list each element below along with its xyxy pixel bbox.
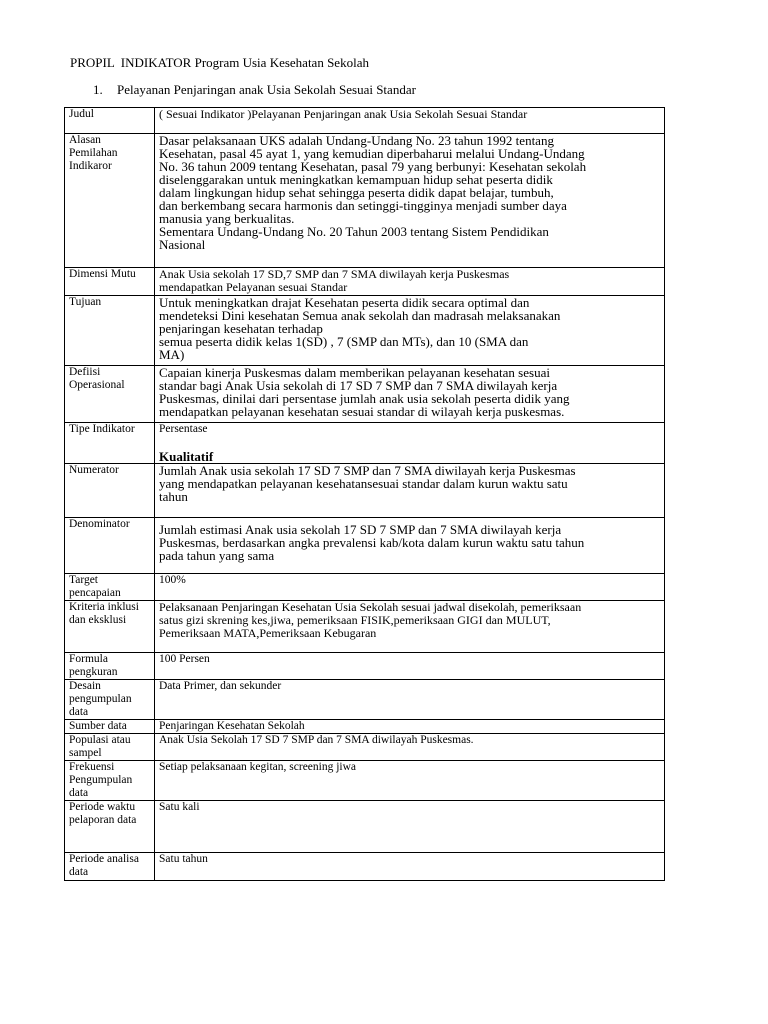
- value-periode-waktu: Satu kali: [155, 801, 665, 853]
- indicator-table: [64, 107, 665, 881]
- value-target: 100%: [155, 574, 665, 601]
- value-tujuan: [155, 296, 665, 366]
- row-kriteria: [65, 601, 665, 653]
- label-judul: Judul: [65, 108, 155, 134]
- label-desain: Desain pengumpulan data: [65, 680, 155, 720]
- tujuan-line: penjaringan kesehatan terhadap: [159, 321, 323, 336]
- row-target: [65, 574, 665, 601]
- label-definisi: Defiisi Operasional: [65, 366, 155, 423]
- alasan-line: No. 36 tahun 2009 tentang Kesehatan, pasal 79 yang berbunyi: Kesehatan sekolah: [159, 159, 587, 174]
- label-populasi: Populasi atau sampel: [65, 734, 155, 761]
- value-numerator: [155, 464, 665, 518]
- numerator-line: tahun: [159, 489, 188, 504]
- numerator-line: yang mendapatkan pelayanan kesehatansesuai standar dalam kurun waktu satu: [159, 476, 568, 491]
- value-alasan: [155, 134, 665, 268]
- alasan-line: dan berkembang secara harmonis dan setinggi-tingginya menjadi sumber daya: [159, 198, 567, 213]
- value-formula: 100 Persen: [155, 653, 665, 680]
- value-dimensi: [155, 268, 665, 296]
- label-periode-waktu: Periode waktu pelaporan data: [65, 801, 155, 853]
- row-periode-analisa: [65, 853, 665, 881]
- kriteria-line: Pelaksanaan Penjaringan Kesehatan Usia Sekolah sesuai jadwal disekolah, pemeriksaan: [159, 600, 582, 614]
- label-denominator: Denominator: [65, 518, 155, 574]
- label-numerator: Numerator: [65, 464, 155, 518]
- section-number: 1.: [93, 82, 103, 97]
- dimensi-line: Anak Usia sekolah 17 SD,7 SMP dan 7 SMA diwilayah kerja Puskesmas: [159, 267, 510, 281]
- kriteria-line: satus gizi skrening kes,jiwa, pemeriksaan FISIK,pemeriksaan GIGI dan MULUT,: [159, 613, 551, 627]
- row-populasi: [65, 734, 665, 761]
- label-frekuensi: Frekuensi Pengumpulan data: [65, 761, 155, 801]
- value-desain: Data Primer, dan sekunder: [155, 680, 665, 720]
- tipe-value-kualitatif: Kualitatif: [159, 449, 214, 464]
- value-frekuensi: Setiap pelaksanaan kegitan, screening jiwa: [155, 761, 665, 801]
- denominator-line: Puskesmas, berdasarkan angka prevalensi kab/kota dalam kurun waktu satu tahun: [159, 535, 585, 550]
- row-periode-waktu: [65, 801, 665, 853]
- label-periode-analisa: Periode analisa data: [65, 853, 155, 881]
- denominator-line: pada tahun yang sama: [159, 548, 275, 563]
- tujuan-line: semua peserta didik kelas 1(SD) , 7 (SMP dan MTs), dan 10 (SMA dan: [159, 334, 529, 349]
- row-definisi: [65, 366, 665, 423]
- row-frekuensi: [65, 761, 665, 801]
- value-denominator: [155, 518, 665, 574]
- tujuan-line: MA): [159, 347, 185, 362]
- label-formula: Formula pengkuran: [65, 653, 155, 680]
- alasan-line: Sementara Undang-Undang No. 20 Tahun 2003 tentang Sistem Pendidikan: [159, 224, 549, 239]
- section-heading: [93, 82, 416, 98]
- alasan-line: Nasional: [159, 237, 206, 252]
- label-alasan: Alasan Pemilahan Indikaror: [65, 134, 155, 268]
- row-dimensi: [65, 268, 665, 296]
- tipe-value: Persentase: [159, 423, 208, 435]
- denominator-line: Jumlah estimasi Anak usia sekolah 17 SD 7 SMP dan 7 SMA diwilayah kerja: [159, 522, 562, 537]
- alasan-line: Dasar pelaksanaan UKS adalah Undang-Undang No. 23 tahun 1992 tentang: [159, 133, 554, 148]
- row-sumber: [65, 720, 665, 734]
- kriteria-line: Pemeriksaan MATA,Pemeriksaan Kebugaran: [159, 626, 377, 640]
- row-numerator: [65, 464, 665, 518]
- row-alasan: [65, 134, 665, 268]
- label-tipe: Tipe Indikator: [65, 423, 155, 464]
- definisi-line: Puskesmas, dinilai dari persentase jumlah anak usia sekolah peserta didik yang: [159, 391, 570, 406]
- alasan-line: manusia yang berkualitas.: [159, 211, 295, 226]
- section-title: Pelayanan Penjaringan anak Usia Sekolah Sesuai Standar: [117, 82, 416, 97]
- label-target: Target pencapaian: [65, 574, 155, 601]
- value-populasi: Anak Usia Sekolah 17 SD 7 SMP dan 7 SMA diwilayah Puskesmas.: [155, 734, 665, 761]
- definisi-line: mendapatkan pelayanan kesehatan sesuai standar di wilayah kerja puskesmas.: [159, 404, 565, 419]
- label-tujuan: Tujuan: [65, 296, 155, 366]
- row-desain: [65, 680, 665, 720]
- row-formula: [65, 653, 665, 680]
- value-kriteria: [155, 601, 665, 653]
- label-kriteria: Kriteria inklusi dan eksklusi: [65, 601, 155, 653]
- alasan-line: diselenggarakan untuk meningkatkan kemampuan hidup sehat peserta didik: [159, 172, 553, 187]
- value-judul: ( Sesuai Indikator )Pelayanan Penjaringan anak Usia Sekolah Sesuai Standar: [155, 108, 665, 134]
- tujuan-line: mendeteksi Dini kesehatan Semua anak sekolah dan madrasah melaksanakan: [159, 308, 561, 323]
- document-title: PROPIL INDIKATOR Program Usia Kesehatan Sekolah: [70, 55, 369, 70]
- row-tipe: [65, 423, 665, 464]
- row-judul: [65, 108, 665, 134]
- value-tipe: [155, 423, 665, 464]
- tujuan-line: Untuk meningkatkan drajat Kesehatan peserta didik secara optimal dan: [159, 295, 530, 310]
- alasan-line: dalam lingkungan hidup sehat sehingga peserta didik dapat belajar, tumbuh,: [159, 185, 554, 200]
- numerator-line: Jumlah Anak usia sekolah 17 SD 7 SMP dan 7 SMA diwilayah kerja Puskesmas: [159, 463, 576, 478]
- definisi-line: Capaian kinerja Puskesmas dalam memberikan pelayanan kesehatan sesuai: [159, 365, 550, 380]
- label-dimensi: Dimensi Mutu: [65, 268, 155, 296]
- dimensi-line: mendapatkan Pelayanan sesuai Standar: [159, 280, 348, 294]
- row-tujuan: [65, 296, 665, 366]
- label-sumber: Sumber data: [65, 720, 155, 734]
- value-sumber: Penjaringan Kesehatan Sekolah: [155, 720, 665, 734]
- value-periode-analisa: Satu tahun: [155, 853, 665, 881]
- definisi-line: standar bagi Anak Usia sekolah di 17 SD 7 SMP dan 7 SMA diwilayah kerja: [159, 378, 558, 393]
- alasan-line: Kesehatan, pasal 45 ayat 1, yang kemudian diperbaharui melalui Undang-Undang: [159, 146, 585, 161]
- value-definisi: [155, 366, 665, 423]
- row-denominator: [65, 518, 665, 574]
